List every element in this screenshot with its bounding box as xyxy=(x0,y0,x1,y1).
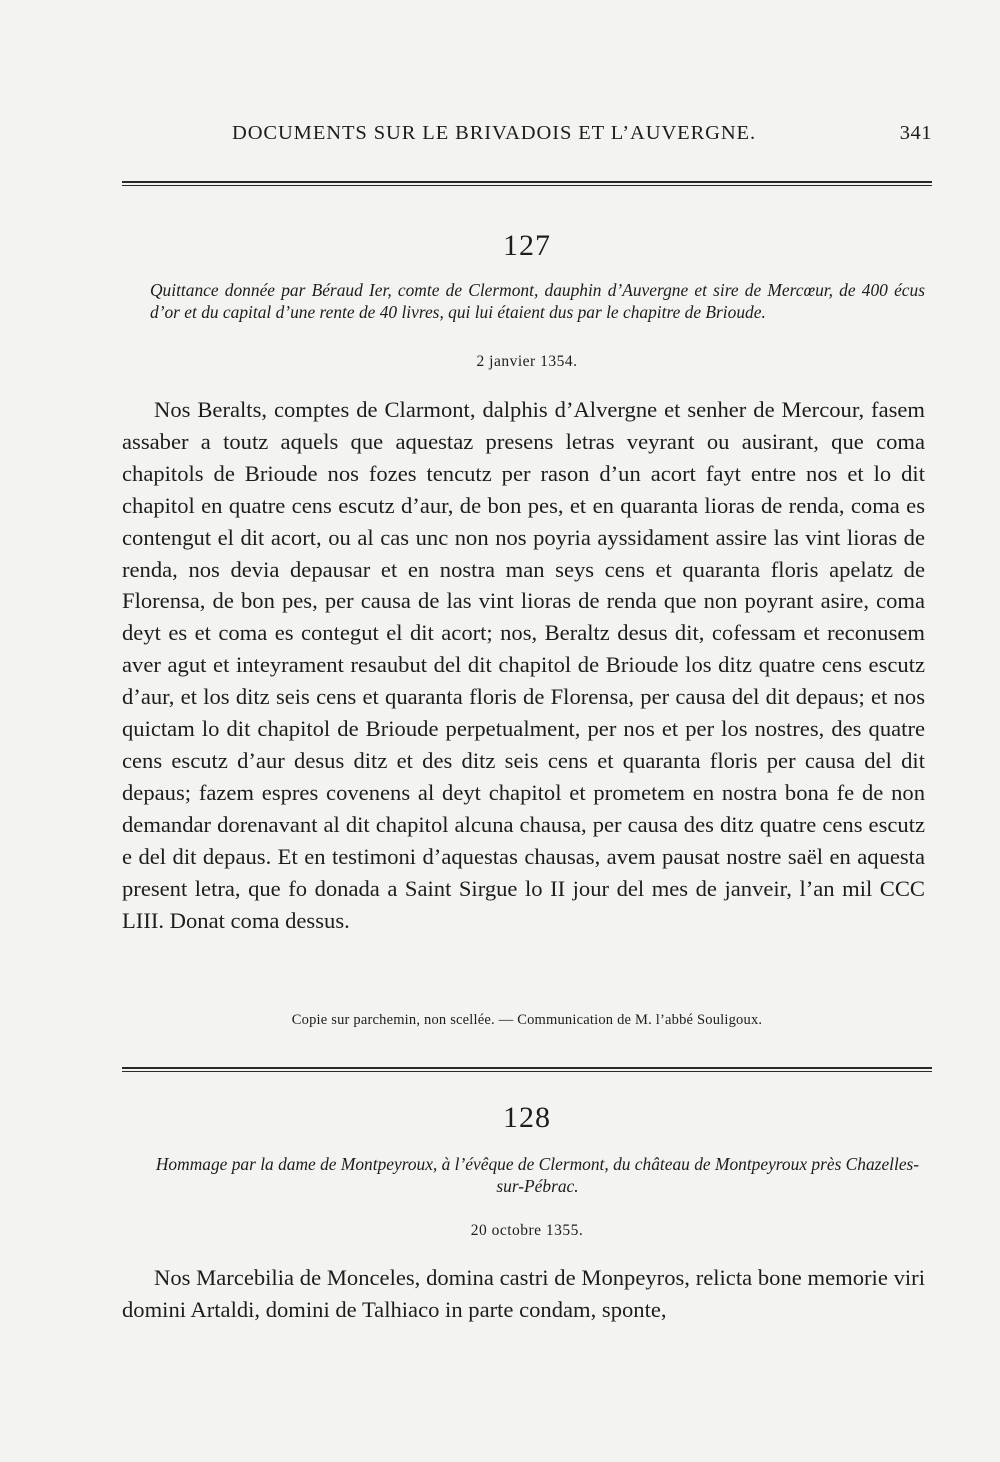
page-number: 341 xyxy=(899,122,932,144)
document-text-127: Nos Beralts, comptes de Clarmont, dalphis d’Alvergne et senher de Mercour, fasem assaber a toutz aquels que aquestaz presens letras veyrant ou ausirant, que coma chapitols de Brioude nos fozes tencutz per rason d’un acort fayt entre nos et lo dit chapitol en quatre cens escutz d’aur, de bon pes, et en quaranta lioras de renda, coma es contengut el dit acort, ou al cas unc non nos poyria ayssidament assire las vint lioras de renda, nos devia depausar et en nostra man seys cens et quaranta floris apelatz de Florensa, de bon pes, per causa de las vint lioras de renda que non poyrant asire, coma deyt es et coma es contegut el dit acort; nos, Beraltz desus dit, cofessam et reconusem aver agut et inteyrament resaubut del dit chapitol de Brioude los ditz quatre cens escutz d’aur, et los ditz seis cens et quaranta floris de Florensa, per causa del dit depaus; et nos quictam lo dit chapitol de Brioude perpetualment, per nos et per los nostres, des quatre cens escutz d’aur desus ditz et des ditz seis cens et quaranta floris per causa del dit depaus; fazem espres covenens al deyt chapitol et prometem en nostra bona fe de non demandar dorenavant al dit chapitol alcuna chausa, per causa des ditz quatre cens escutz e del dit depaus. Et en testimoni d’aquestas chausas, avem pausat nostre saël en aquesta present letra, que fo donada a Saint Sirgue lo II jour del mes de janveir, l’an mil CCC LIII. Donat coma dessus. xyxy=(122,397,925,933)
document-date-127: 2 janvier 1354. xyxy=(476,353,578,370)
running-head xyxy=(122,122,932,154)
document-number-127: 127 xyxy=(503,229,551,262)
document-date-128: 20 octobre 1355. xyxy=(470,1222,584,1239)
document-text-128: Nos Marcebilia de Monceles, domina castri de Monpeyros, relicta bone memorie viri domini Artaldi, domini de Talhiaco in parte condam, sponte, xyxy=(122,1265,925,1322)
document-summary-127: Quittance donnée par Béraud Ier, comte de Clermont, dauphin d’Auvergne et sire de Mercœur, de 400 écus d’or et du capital d’une rente de 40 livres, qui lui étaient dus par le chapitre de Brioude. xyxy=(150,280,925,322)
source-note-127: Copie sur parchemin, non scellée. — Communication de M. l’abbé Souligoux. xyxy=(291,1012,763,1028)
document-number-128: 128 xyxy=(503,1101,551,1134)
section-rule xyxy=(122,1067,932,1073)
document-summary-128: Hommage par la dame de Montpeyroux, à l’évêque de Clermont, du château de Montpeyroux près Chazelles-sur-Pébrac. xyxy=(155,1154,920,1196)
running-title: DOCUMENTS SUR LE BRIVADOIS ET L’AUVERGNE. xyxy=(232,122,756,144)
header-rule xyxy=(122,181,932,187)
